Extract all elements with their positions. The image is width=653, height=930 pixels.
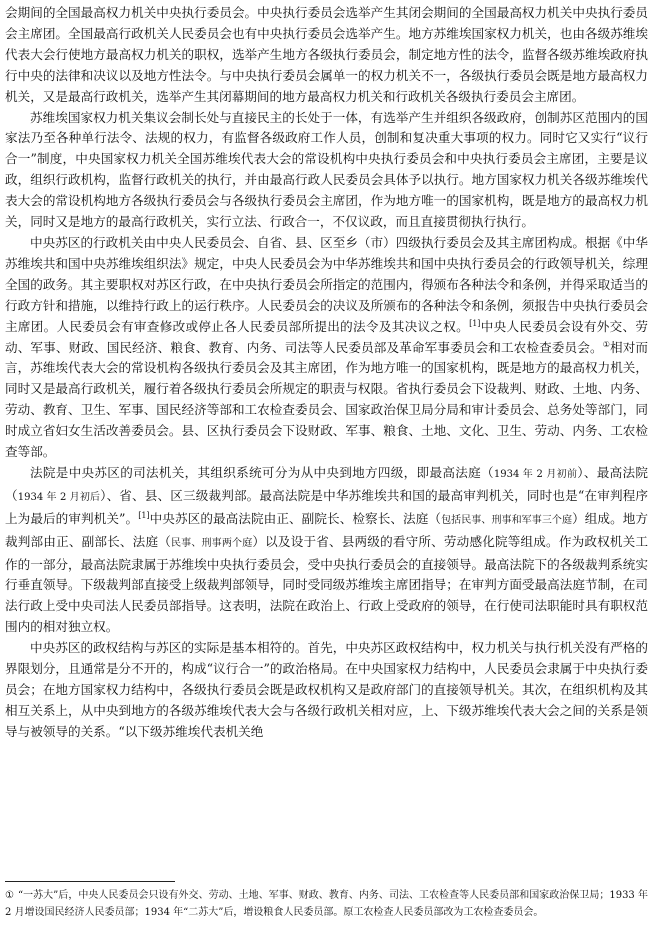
paragraph-5-text: 中央苏区的政权结构与苏区的实际是基本相符的。首先，中央苏区政权结构中，权力机关与执行机关没有严格的界限划分，且通常是分不开的，构成“议行合一”的政治格局。在中央国家权力结构中，人民委员会隶属于中央执行委员会；在地方国家权力结构中，各级执行委员会既是政权机构又是政府部门的直接领导机关。其次，在组织机构及其相互关系上，从中央到地方的各级苏维埃代表大会与各级行政机关相对应，上、下级苏维埃代表大会之间的关系是领导与被领导的关系。“以下级苏维埃代表机关绝 xyxy=(5,640,648,739)
footnote-mark: ① xyxy=(5,890,14,901)
paragraph-1-text: 会期间的全国最高权力机关中央执行委员会。中央执行委员会选举产生其闭会期间的全国最高权力机关中央执行委员会主席团。全国最高行政机关人民委员会也有中央执行委员会选举产生。地方苏维埃国家权力机关，也由各级苏维埃代表大会行使地方最高权力机关的职权，选举产生地方各级执行委员会，制定地方性的法令，监督各级苏维埃政府执行中央的法律和决议以及地方性法令。与中央执行委员会属单一的权力机关不一，各级执行委员会既是地方最高权力机关，又是最高行政机关，选举产生其闭幕期间的地方最高权力机关和行政机关各级执行委员会主席团。 xyxy=(5,5,648,104)
footnote-text: “一苏大”后，中央人民委员会只设有外交、劳动、土地、军事、财政、教育、内务、司法、工农检查等人民委员部和国家政治保卫局；1933 年 2 月增设国民经济人民委员部；1934 年“二苏大”后，增设粮食人民委员部。原工农检查人民委员部改为工农检查委员会。 xyxy=(5,890,648,918)
paragraph-4-note-a: 1934 年 2 月初前 xyxy=(493,468,578,480)
paragraph-4-note-b: 1934 年 2 月初后 xyxy=(17,491,101,503)
paragraph-3-text-middle: 中央人民委员会设有外交、劳动、军事、财政、国民经济、粮食、教育、内务、司法等人民委员部及革命军事委员会和工农检查委员会。 xyxy=(5,318,649,355)
paragraph-2 xyxy=(5,108,648,233)
citation-marker: [1] xyxy=(138,510,150,520)
footnote-ref-marker[interactable]: ① xyxy=(602,339,610,349)
paragraph-3 xyxy=(5,233,648,463)
paragraph-2-text: 苏维埃国家权力机关集议会制长处与直接民主的长处于一体，有选举产生并组织各级政府，创制苏区范围内的国家法乃至各种单行法令、法规的权力，有监督各级政府工作人员，创制和复决重大事项的权力。同时它又实行“议行合一”制度，中央国家权力机关全国苏维埃代表大会的常设机构中央执行委员会和中央执行委员会主席团，主要是议政，组织行政机构，监督行政机关的执行，并由最高行政人民委员会具体予以执行。地方国家权力机关各级苏维埃代表大会的常设机构地方各级执行委员会与各级执行委员会主席团，作为地方唯一的国家机构，既是地方的最高权力机关，同时又是地方的最高行政机关，实行立法、行政合一，不仅议政，而且直接贯彻执行执行。 xyxy=(5,109,648,230)
footnote xyxy=(5,887,648,921)
footnote-divider xyxy=(5,881,175,882)
paragraph-4-text-e: ）组成。地方裁判部由正、副部长、法庭（ xyxy=(5,510,649,549)
paragraph-3-text-after: 相对而言，苏维埃代表大会的常设机构各级执行委员会及其主席团，作为地方唯一的国家机构，既是地方的最高权力机关，同时又是最高行政机关，履行着各级执行委员会所规定的职责与权限。省执行委员会下设裁判、财政、土地、内务、劳动、教育、卫生、军事、国民经济等部和工农检查委员会、国家政治保卫局分局和审计委员会、总务处等部门，同时成立省妇女生活改善委员会。县、区执行委员会下设财政、军事、粮食、土地、文化、卫生、劳动、内务、工农检查等部。 xyxy=(5,339,649,460)
paragraph-4 xyxy=(5,463,648,638)
paragraph-1 xyxy=(5,3,648,108)
paragraph-4-note-c: 包括民事、刑事和军事三个庭 xyxy=(441,514,573,526)
citation-marker: [1] xyxy=(469,318,481,328)
paragraph-4-note-d: 民事、刑事两个庭 xyxy=(170,537,253,549)
paragraph-3-text-before: 中央苏区的行政机关由中央人民委员会、自省、县、区至乡（市）四级执行委员会及其主席团构成。根据《中华苏维埃共和国中央苏维埃组织法》规定，中央人民委员会为中华苏维埃共和国中央执行委员会的行政领导机关，综理全国的政务。其主要职权对苏区行政，在中央执行委员会所指定的范围内，得颁布各种法令和条例，并得采取适当的行政方针和措施，以维持行政上的运行秩序。人民委员会的决议及所颁布的各种法令和条例，须报告中央执行委员会主席团。人民委员会有审查修改或停止各人民委员部所提出的法令及其决议之权。 xyxy=(5,234,648,334)
paragraph-4-text-c: ）、省、县、区三级裁判部。最高法院是中华苏维埃共和国的最高审判机关，同时也是“在审判程序上为最后的审判机关”。 xyxy=(5,487,649,526)
paragraph-4-text-b: ）、最高法院（ xyxy=(5,464,648,503)
paragraph-4-text-d: 中央苏区的最高法院由正、副院长、检察长、法庭（ xyxy=(149,510,442,526)
paragraph-4-text-a: 法院是中央苏区的司法机关，其组织系统可分为从中央到地方四级，即最高法庭（ xyxy=(30,464,494,480)
paragraph-5 xyxy=(5,638,648,743)
paragraph-4-text-f: ）以及设于省、县两级的看守所、劳动感化院等组成。作为政权机关工作的一部分，最高法院隶属于苏维埃中央执行委员会，受中央执行委员会的直接领导。最高法院下的各级裁判系统实行垂直领导。下级裁判部直接受上级裁判部领导，同时受同级苏维埃主席团指导；在审判方面受最高法庭节制，在司法行政上受中央司法人民委员部指导。这表明，法院在政治上、行政上受政府的领导，在行使司法职能时具有职权范围内的相对独立权。 xyxy=(5,533,649,635)
